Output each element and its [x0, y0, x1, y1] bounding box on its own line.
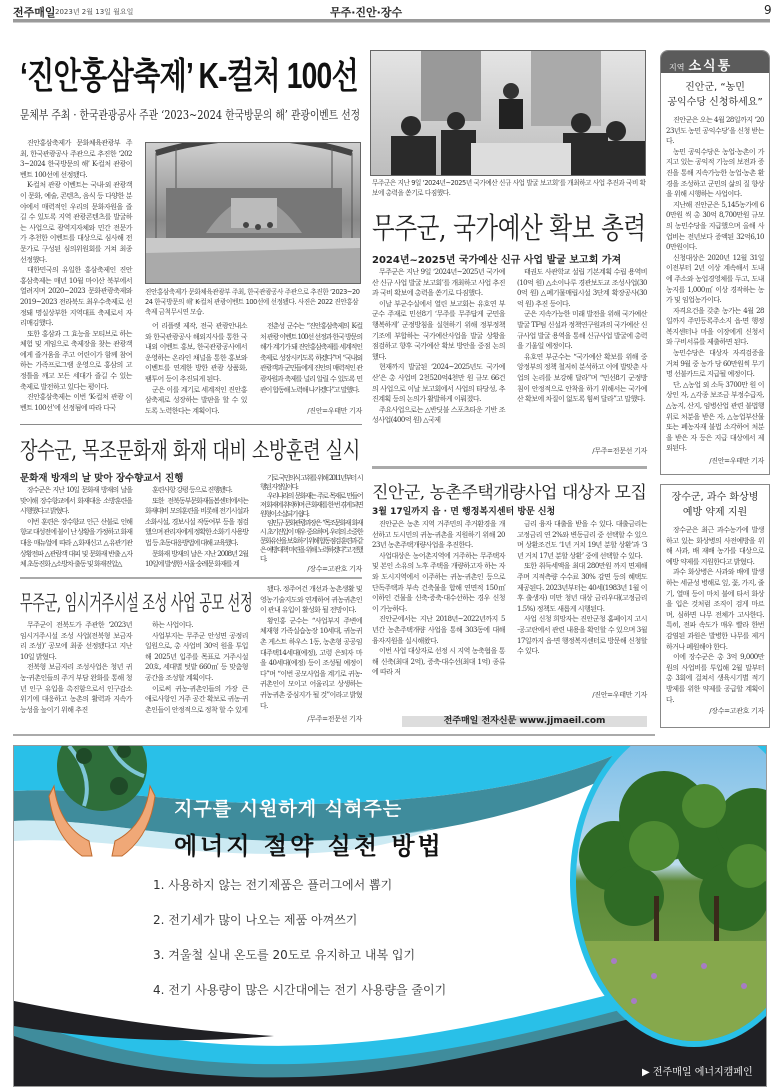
paragraph: 대한민국의 유일한 홍삼축제인 진안홍삼축제는 매년 10월 마이산 북부에서 열려지며 2020~2023 문화관광축제와 2019~2023 전라북도 최우수축제로 선정돼 명실상부한 지역대표 축제로서 자리매김했다. [20, 266, 132, 328]
lead-headline: ‘진안홍삼축제’ K-컬처 100선 [20, 55, 358, 96]
sidebar-item2-box [660, 484, 770, 728]
paragraph: K-컬처 관광 이벤트는 국내·외 관광객이 문화, 예술, 콘텐츠, 음식 등 다양한 분야에서 매력적인 우리의 문화자원을 즐길 수 있도록 지역 관광콘텐츠를 발굴하는 사업으로 광역지자체와 민간 전문가가 추천한 이벤트를 대상으로 심사해 전문가로 구성된 심의위원회를 거쳐 최종 선정했다. [20, 181, 132, 264]
lead-column-2 [145, 321, 247, 417]
lead-byline: /진안=우태만 기자 [307, 407, 362, 415]
paragraph: 금리 융자 대출을 받을 수 있다. 대출금리는 고정금리 연 2%와 변동금리 중 선택할 수 있으며 상환조건도 ‘1년 거치 19년 분할 상환’과 ‘3년 거치 17년 분할 상환’ 중에 선택할 수 있다. [517, 520, 647, 560]
paragraph: 장수군은 최근 과수농가에 발생하고 있는 화상병의 사전예방을 위해 사과, 배 재배 농가를 대상으로 예방 약제를 지원한다고 밝혔다. [666, 526, 764, 566]
fire-byline: /장수=고관호 기자 [307, 565, 362, 573]
paragraph: 사업부지는 무주군 안성면 공정리 일원으로, 총 사업비 30억 원을 투입해 2025년 입주를 목표로 거주시설 20호, 세대별 텃밭 660㎡ 등 맞춤형 공간을 조성할 계획이다. [145, 631, 248, 682]
regional-news-header [661, 51, 769, 73]
paragraph: 사업대상은 농어촌지역에 거주하는 무주택자 및 본인 소유의 노후 주택을 개량하고자 하는 자와 도시지역에서 이주하는 귀농·귀촌인 등으로 단독주택과 부속 건축물을 합해 연면적 150㎡ 이하인 건물을 신축·증축·대수선하는 경우 신청이 가능하다. [372, 551, 505, 613]
paragraph: 현재까지 발굴된 ‘2024~2025년도 국가예산’은 총 사업비 2천520억4천만 원 규모 66건의 사업으로 이날 보고회에서 사업의 타당성, 추진계획 등의 논의가 활발하게 이뤄졌다. [372, 363, 505, 404]
paragraph: 훈련사항 강평 등으로 진행됐다. [152, 486, 232, 494]
section-divider [372, 466, 647, 469]
title-line: 장수군, 과수 화상병 [671, 492, 759, 503]
paragraph: 문화재 방재의 날은 지난 2008년 2월 10일에 발생한 서울 숭례문 화재를 계 [145, 549, 248, 569]
regional-label-small: 지역 [669, 63, 685, 72]
paragraph: 임민규 문화관광과장은 “목조문화재 화재 시 초기진압이 매우 중요하며, 우리의 소중한 문화유산을 보호하기 위해 합동점검 훈련과 같은 예방대책 마련을 위해 노력하겠다”고 전했다. [260, 519, 362, 563]
rural-headline: 진안군, 농촌주택개량사업 대상자 모집 [372, 483, 647, 503]
regional-label-big: 소식통 [688, 59, 733, 74]
fire-column-3 [260, 474, 362, 562]
ad-tip-item: 3. 겨울철 실내 온도를 20도로 유지하고 내복 입기 [153, 948, 416, 962]
paragraph: 진안군은 농촌 지역 거주민의 주거환경을 개선하고 도시민의 귀농·귀촌을 지원하기 위해 2023년 농촌주택개량사업을 추진한다. [372, 520, 505, 550]
sidebar-item2-title [661, 490, 769, 520]
campaign-label [642, 1063, 753, 1078]
campaign-name: 전주매일 에너지캠페인 [652, 1067, 753, 1078]
issue-date: 2023년 2월 13일 월요일 [55, 8, 134, 16]
fire-headline: 장수군, 목조문화재 화재 대비 소방훈련 실시 [20, 438, 360, 464]
ad-tips-list [153, 868, 446, 1008]
paragraph: 농민 공익수당은 농업·농촌이 가지고 있는 공익적 기능의 보전과 증진을 통해 지속가능한 농업·농촌 환경을 조성하고 군민의 삶의 질 향상을 위해 시행하는 사업이다. [666, 147, 764, 199]
ad-tip-item: 2. 전기세가 많이 나오는 제품 아껴쓰기 [153, 913, 358, 927]
section-divider [20, 577, 362, 579]
meeting-photo-caption: 무주군은 지난 9일 ‘2024년~2025년 국가예산 신규 사업 발굴 보고회’를 개최하고 사업 추진과 국비 확보에 총력을 쏟기로 다짐했다. [372, 179, 646, 197]
ad-divider [13, 734, 655, 736]
sidebar-item2-byline: /장수=고관호 기자 [709, 707, 764, 715]
title-line: 공익수당 신청하세요” [667, 97, 763, 108]
header-rule [13, 19, 770, 23]
paragraph: 이로써 귀농·귀촌인들의 가장 큰 애로사항인 거주 공간 확보로 귀농·귀촌인들이 안정적으로 정착 할 수 있게 [145, 684, 248, 714]
title-line: 진안군, “농민 [685, 82, 745, 93]
ad-headline-2: 에너지 절약 실천 방법 [174, 832, 444, 860]
fire-subtitle: 문화재 방재의 날 맞아 장수향교서 진행 [20, 473, 184, 484]
budget-column-1 [372, 267, 505, 457]
paragraph: 진안군은 오는 4월 28일까지 ‘2023년도 농민 공익수당’을 신청 받는다. [666, 116, 765, 146]
meeting-image [371, 51, 646, 176]
paragraph: 전춘성 군수는 “진안홍삼축제의 K-컬처 관광 이벤트 100선 선정과 한국 방문의 해가 계기가 돼 진안홍삼축제를 세계적인 축제로 성장시키도록 하겠다”며 “국내외 관광객과 군민들에게 진안의 매력적인 관광자원과 축제를 널리 알릴 수 있도록 민관이 합동해 노력해 나가겠다”고 말했다. [260, 322, 362, 394]
rural-column-1 [372, 519, 505, 713]
festival-stage-image [146, 143, 361, 284]
sidebar-item1-byline: /진안=우태만 기자 [709, 457, 764, 465]
paragraph: 태권도 사관학교 설립 기본계획 수립 용역비(10억 원) △소이나루 경관보도교 조성사업(300억 원) △폐기물매립시설 3단계 확장공사(30억 원) 추진 등이다. [517, 268, 647, 308]
paragraph: 황인홍 군수는 “사업부지 주변에 체재형 가족실습농장 10세대, 귀농귀촌 게스트 하우스 1동, 농촌형 공공임대주택14세대(예정), 고령 은퇴자 마을 40세대(예정) 등이 조성될 예정이다”며 “이번 공모사업을 계기로 귀농·귀촌인이 모이고 어울리고 상생하는 귀농귀촌 중심지가 될 것”이라고 밝혔다. [260, 616, 362, 710]
budget-headline: 무주군, 국가예산 확보 총력 [372, 211, 646, 245]
regional-news-box [660, 50, 770, 475]
paragraph: 주요사업으로는 △반딧불 스포츠타운 기반 조성사업(400억 원) △국제 [372, 405, 505, 425]
sidebar-item1-title [661, 80, 769, 110]
paragraph: 사업 신청 희망자는 진안군청 홈페이지 고시·공고란에서 관련 내용을 확인할 수 있으며 3월 17일까지 읍·면 행정복지센터로 방문해 신청할 수 있다. [517, 615, 647, 656]
festival-photo [145, 142, 361, 284]
paragraph: 전북형 보금자리 조성사업은 청년 귀농·귀촌인들의 주거 부담 완화를 통해 청년 인구 유입을 촉진함으로서 인구감소 위기에 대응하고 농촌의 활력과 지속가능성을 높이기 위해 추진 [20, 663, 132, 714]
title-line: 예방 약제 지원 [682, 507, 748, 518]
paragraph: 자격요건을 갖춘 농가는 4월 28일까지 주민등록주소지 읍·면 행정복지센터나 마을 이장에게 신청서와 구비서류를 제출하면 된다. [666, 306, 764, 347]
lead-subtitle: 문체부 주최 · 한국관광공사 주관 ‘2023~2024 한국방문의 해’ 관광이벤트 선정 [20, 108, 361, 122]
housing-headline: 무주군, 임시거주시설 조성 사업 공모 선정 [20, 591, 253, 615]
ad-headline-1: 지구를 시원하게 식혀주는 [174, 798, 403, 820]
page-number: 9 [764, 3, 772, 17]
energy-campaign-ad [13, 745, 767, 1087]
paragraph: 무주군은 지난 9일 ‘2024년~2025년 국가예산 신규 사업 발굴 보고회’를 개최하고 사업 추진과 국비 확보에 총력을 쏟기로 다짐했다. [372, 268, 505, 298]
paragraph: 어 리플렛 제작, 전국 관광안내소와 한국관광공사 해외지사를 통한 국내외 이벤트 홍보, 한국관광공사에서 운영하는 온라인 채널을 통한 홍보와 이벤트를 연계한 방한 관광 상품화, 팸투어 등이 추진되게 된다. [145, 322, 247, 383]
budget-byline: /무주=전문선 기자 [592, 447, 647, 455]
sidebar-item2-body [666, 525, 764, 705]
play-triangle-icon: ▶ [642, 1067, 653, 1078]
ad-tip-item: 4. 전기 사용량이 많은 시간대에는 전기 사용량을 줄이기 [153, 983, 447, 997]
paragraph: 군은 이를 계기로 세계적인 진안홍삼축제로 성장하는 발판을 할 수 있도록 노력한다는 계획이다. [145, 385, 247, 415]
fire-column-2 [145, 485, 248, 572]
lead-column-3 [260, 321, 362, 401]
paragraph: 군은 지속가능한 미래 발전을 위해 국가예산 발굴 TF팀 신설과 정책연구원과의 국가예산 신규사업 발굴 용역을 통해 신규사업 발굴에 총력을 기울일 예정이다. [517, 310, 647, 351]
paragraph: 기로 국민의식 고취를 위해 2011년부터 시행된 지정일이다. [260, 474, 362, 491]
budget-column-2 [517, 267, 647, 441]
section-title: 무주·진안·장수 [330, 6, 403, 19]
paragraph: 진안홍삼축제가 문화체육관광부 주최, 한국관광공사 주관으로 추진한 ‘2023~2024 한국방문의 해’ K-컬처 관광이벤트 100선에 선정됐다. [20, 139, 132, 179]
paragraph: 우리나라의 문화재는 주로 목재로 만들어져 화재에 취약하며 큰 화재를 한 번 겪게 되면 원형이 소실되기 쉽다. [260, 492, 362, 518]
paragraph: 또한 취득세액을 최대 280만원 까지 면제해주며 지적측량 수수료 30% 감면 등의 혜택도 제공된다. 2023년부터는 40세(1983년 1월 이후 출생자) 미만 청년 대상 금리우대(고정금리 1.5%) 정책도 새롭게 시행된다. [517, 562, 647, 613]
section-divider [20, 424, 362, 425]
paragraph: 지난해 진안군은 5,145농가에 60만원 씩 총 30억 8,700만원 규모의 농민수당을 지급했으며 올해 사업비는 전년보다 증액된 32억6,100만원이다. [666, 200, 764, 252]
paragraph: 단, △농업 외 소득 3700만 원 이상인 자, △각종 보조금 부정수급자, △농지, 산지, 임병산업 관련 불법행위로 처분을 받은 자, △농업부산물 또는 폐농자재 불법 소각하여 처분을 받은 자 등은 지급 대상에서 제외된다. [666, 380, 764, 453]
paragraph: 진안군에서는 지난 2018년~2022년까지 5년간 농촌주택개량 사업을 통해 303동에 대해 융자지원을 실시해왔다. [372, 615, 505, 645]
paragraph: 이날 부군수실에서 열린 보고회는 유호연 부군수 주재로 민선8기 ‘무주를 무주답게 군민을 행복하게’ 군정방침을 실현하기 위해 정부정책기조에 부합하는 국가예산사업을 발굴 상황을 점검하고 향후 국가예산 확보 방안을 중점 논의했다. [372, 299, 505, 361]
ad-tip-item: 1. 사용하지 않는 전기제품은 플러그에서 뽑기 [153, 878, 393, 892]
housing-column-1 [20, 620, 132, 724]
fire-column-1 [20, 485, 132, 572]
paragraph: 과수 화상병은 사과와 배에 발생하는 세균성 병해로 잎, 꽃, 가지, 줄기, 열매 등이 마치 불에 타서 화상을 입은 것처럼 조직이 검게 마르며, 심하면 나무 전체가 고사한다. 특히, 전파 속도가 매우 빨라 한번 감염된 과원은 발병한 나무를 제거하거나 폐원해야 한다. [666, 568, 764, 651]
paragraph: 또한 홍삼과 그 효능을 모티브로 하는 체험 및 게임으로 축제장을 찾는 관광객에게 즐거움을 주고 어린이가 함께 참여하는 가족프로그램 운영으로 홍삼의 고정틀을 깨고 모든 세대가 즐길 수 있는 축제로 발전하고 있다는 평이다. [20, 329, 132, 391]
paragraph: 또한 전북동부문화재돌봄센터에서는 화재대비 모의훈련을 비롯해 전기시설과 소화시설, 경보시설 작동여부 등을 점검했으며 관리자에게 정확한 소화기 사용방법 등 초동대응방법에 대해 교육했다. [145, 496, 248, 547]
meeting-photo [370, 50, 646, 176]
masthead: 전주매일 [13, 6, 56, 19]
housing-column-3 [260, 584, 362, 712]
paragraph: 하는 사업이다. [152, 621, 194, 629]
housing-byline: /무주=전문선 기자 [307, 715, 362, 723]
budget-subtitle: 2024년~2025년 국가예산 신규 사업 발굴 보고회 가져 [372, 255, 622, 266]
paragraph: 유호연 부군수는 “국가예산 확보를 위해 중앙정부의 정책 철저히 분석하고 이에 발맞춘 사업의 논리를 보강해 달라”며 “민선8기 군정방침이 안정적으로 안착을 하기 위해서는 국가예산 확보에 차질이 없도록 힘써 달라”고 말했다. [517, 352, 647, 404]
paragraph: 됐다. 정주여건 개선과 농촌생활 및 영농기술지도와 연계하여 귀농귀촌인이 관내 유입이 활성화 될 전망이다. [260, 585, 362, 615]
rural-byline: /진안=우태만 기자 [592, 691, 647, 699]
housing-column-2 [145, 620, 248, 724]
lead-column-1 [20, 138, 132, 418]
sidebar-item1-body [666, 115, 764, 455]
e-paper-banner[interactable]: 전주매일 전자신문 www.jjmaeil.com [402, 716, 647, 727]
paragraph: 이번 훈련은 장수향교 인근 산불로 인해 향교 대성전에 불이 난 상황을 가정하고 화재 대응 매뉴얼에 따라 △화재신고 △유관기관 상황전파 △관람객 대피 및 문화재 반출 △자체 초동진화 △소방차 출동 및 화재진압△ [20, 517, 132, 569]
paragraph: 이번 사업 대상자로 선정 시 지역 농축협을 통해 신축(최대 2억), 증축·대수선(최대 1억) 종류에 따라 저 [372, 647, 505, 677]
paragraph: 장수군은 지난 10일 문화재 방재의 날을 맞이해 장수향교에서 화재대응 소방훈련을 시행했다고 밝혔다. [20, 486, 132, 516]
paragraph: 농민수당은 대상자 자격검증을 거쳐 9월 중 농가 당 60만원씩 무기명 선불카드로 지급될 예정이다. [666, 349, 764, 379]
festival-photo-caption: 진안홍삼축제가 문화체육관광부 주최, 한국관광공사 주관으로 추진한 ‘2023~2024 한국방문의 해’ K-컬처 관광이벤트 100선에 선정됐다. 사진은 2022 진안홍삼축제 금척무시연 모습. [145, 288, 360, 316]
paragraph: 이에 장수군은 총 3억 9,000만 원의 사업비를 투입해 2월 말부터 총 3회에 걸쳐서 생육시기별 적기방제를 위한 약제를 공급할 계획이다. [666, 653, 764, 704]
paragraph: 무주군이 전북도가 주관한 ‘2023년 임시거주시설 조성 사업(전북형 보금자리 조성)’ 공모에 최종 선정됐다고 지난 10일 밝혔다. [20, 621, 132, 661]
rural-subtitle: 3월 17일까지 읍 · 면 행정복지센터 방문 신청 [372, 507, 556, 517]
paragraph: 진안홍삼축제는 이번 ‘K-컬처 관광 이벤트 100선’에 선정됨에 따라 다국 [20, 393, 132, 412]
rural-column-2 [517, 519, 647, 685]
paragraph: 신청대상은 2020년 12월 31일 이전부터 2년 이상 계속해서 도내에 주소와 농업경영체를 두고, 도내 농지를 1,000㎡ 이상 경작하는 농가 및 임업농가이다. [666, 253, 764, 305]
